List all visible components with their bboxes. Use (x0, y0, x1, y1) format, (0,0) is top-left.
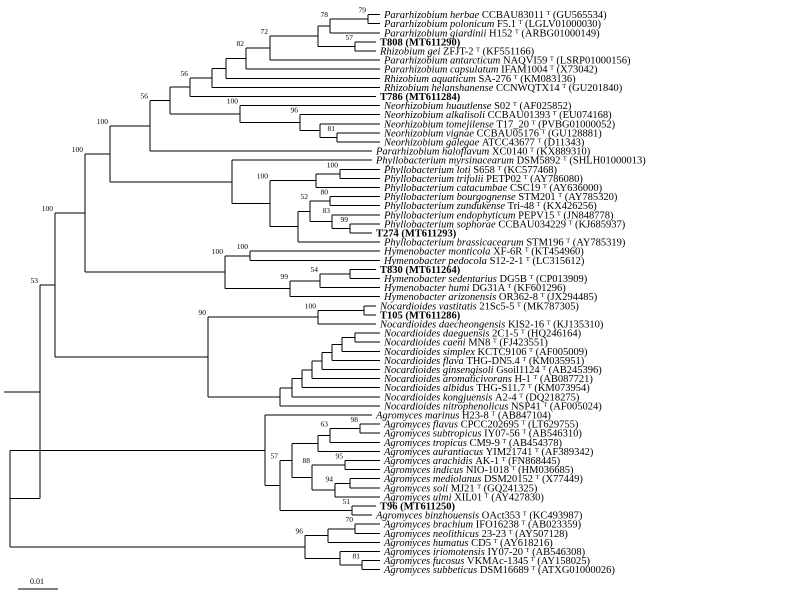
bootstrap-value: 56 (140, 91, 148, 101)
taxon-label: Hymenobacter sedentarius DG5B ᵀ (CP013909) (384, 274, 588, 285)
taxon-label: Hymenobacter arizonensis OR362-8 ᵀ (JX294485) (384, 292, 598, 304)
taxon-label: Nocardioides flava THG-DN5.4 ᵀ (KM035951) (384, 355, 585, 367)
taxon-label: Agromyces ulmi XIL01 ᵀ (AY427830) (384, 492, 544, 504)
taxon-label: Nocardioides kongjuensis A2-4 ᵀ (DQ218275) (384, 392, 580, 404)
bootstrap-value: 80 (320, 187, 328, 197)
bootstrap-value: 81 (327, 123, 335, 133)
bootstrap-value: 52 (300, 192, 308, 202)
bootstrap-value: 100 (236, 242, 248, 252)
taxon-label: Phyllobacterium sophorae CCBAU034229 ᵀ (KJ685937) (384, 219, 626, 231)
bootstrap-value: 99 (280, 271, 288, 281)
tree-branches (4, 15, 380, 570)
taxon-label: Pararhizobium polonicum F5.1 ᵀ (LGLV01000030) (384, 19, 602, 31)
taxon-label: Rhizobium helanshanense CCNWQTX14 ᵀ (GU201840) (384, 82, 623, 94)
taxon-labels (375, 10, 646, 576)
taxon-label: Pararhizobium giardinii H152 ᵀ (ARBG01000149) (384, 28, 600, 40)
taxon-label: Pararhizobium haloflavum XC0140 ᵀ (KX889310) (376, 146, 591, 158)
bootstrap-value: 72 (260, 27, 268, 37)
taxon-label: Agromyces arachidis AK-1 ᵀ (FN868445) (384, 456, 561, 467)
taxon-label: Agromyces humatus CD5 ᵀ (AY618216) (384, 537, 553, 549)
bootstrap-value: 57 (270, 451, 278, 461)
bootstrap-value: 100 (226, 96, 238, 106)
taxon-label: Nocardioides albidus THG-S11.7 ᵀ (KM073954) (384, 383, 590, 395)
taxon-label: Nocardioides nitrophenolicus NSP41 ᵀ (AF005024) (384, 401, 602, 413)
scale-bar (18, 577, 58, 589)
bootstrap-value: 83 (322, 205, 330, 215)
taxon-label: Neorhizobium huautlense S02 ᵀ (AF025852) (384, 101, 572, 113)
taxon-label: Neorhizobium tomejilense T17_20 ᵀ (PVBG01000052) (384, 119, 616, 131)
taxon-label: Agromyces tropicus CM9-9 ᵀ (AB454378) (384, 437, 563, 449)
taxon-label: Phyllobacterium loti S658 ᵀ (KC577468) (384, 164, 557, 176)
taxon-label: T786 (MT611284) (380, 92, 461, 103)
taxon-label: Agromyces subtropicus IY07-56 ᵀ (AB546310) (384, 428, 582, 440)
taxon-label: Agromyces marinus H23-8 ᵀ (AB847104) (376, 410, 551, 422)
taxon-label: Hymenobacter monticola XF-6R ᵀ (KT454960) (384, 246, 584, 258)
bootstrap-value: 54 (310, 264, 318, 274)
taxon-label: Nocardioides ginsengisoli Gsoil1124 ᵀ (AB245396) (384, 365, 602, 376)
taxon-label: Rhizobium aquaticum SA-276 ᵀ (KM083136) (384, 73, 576, 85)
taxon-label: Agromyces soli MJ21 ᵀ (GQ241325) (384, 483, 538, 495)
bootstrap-value: 96 (295, 526, 303, 536)
taxon-label: Agromyces iriomotensis IY07-20 ᵀ (AB546308) (384, 547, 586, 558)
taxon-label: Nocardioides aromaticivorans H-1 ᵀ (AB087721) (384, 374, 593, 386)
taxon-label: Phyllobacterium endophyticum PEPV15 ᵀ (JN848778) (384, 210, 614, 222)
bootstrap-value: 88 (302, 456, 310, 466)
bootstrap-value: 96 (290, 105, 298, 115)
bootstrap-value: 63 (320, 419, 328, 429)
taxon-label: Agromyces neolithicus 23-23 ᵀ (AY507128) (384, 528, 568, 540)
bootstrap-value: 100 (256, 171, 268, 181)
taxon-label: Hymenobacter humi DG31A ᵀ (KF601296) (384, 283, 566, 295)
taxon-label: Nocardioides vastitatis 21Sc5-5 ᵀ (MK787305) (380, 301, 579, 313)
taxon-label: Phyllobacterium catacumbae CSC19 ᵀ (AY636000) (384, 183, 603, 194)
taxon-label: Agromyces indicus NIO-1018 ᵀ (HM036685) (384, 465, 574, 477)
bootstrap-value: 98 (350, 415, 358, 425)
taxon-label: Neorhizobium alkalisoli CCBAU01393 ᵀ (EU074168) (384, 110, 612, 122)
bootstrap-value: 100 (96, 116, 108, 126)
taxon-label: Rhizobium gei ZFJT-2 ᵀ (KF551166) (380, 46, 535, 58)
bootstrap-value: 100 (41, 204, 53, 214)
taxon-label: T96 (MT611250) (380, 501, 455, 513)
bootstrap-value: 51 (342, 497, 350, 506)
taxon-label: Nocardioides caeni MN8 ᵀ (FJ423551) (384, 337, 548, 349)
taxon-label: Neorhizobium galegae ATCC43677 ᵀ (D11343) (384, 137, 585, 149)
bootstrap-value: 79 (358, 5, 366, 15)
taxon-label: Phyllobacterium trifolii PETP02 ᵀ (AY786080) (384, 173, 583, 185)
taxon-label: Agromyces brachium IFO16238 ᵀ (AB023359) (384, 519, 582, 531)
taxon-label: Agromyces subbeticus DSM16689 ᵀ (ATXG01000026) (384, 565, 615, 577)
taxon-label: Agromyces aurantiacus YIM21741 ᵀ (AF389342) (384, 446, 594, 458)
taxon-label: T830 (MT611264) (380, 264, 461, 276)
taxon-label: Phyllobacterium brassicacearum STM196 ᵀ (AY785319) (384, 237, 626, 249)
bootstrap-value: 100 (304, 301, 316, 311)
taxon-label: T105 (MT611286) (380, 310, 461, 322)
bootstrap-value: 70 (345, 515, 353, 525)
bootstrap-value: 56 (180, 68, 188, 78)
bootstrap-value: 100 (71, 144, 83, 154)
bootstrap-value: 99 (340, 214, 348, 224)
taxon-label: Pararhizobium herbae CCBAU83011 ᵀ (GU565534) (384, 10, 607, 22)
bootstrap-value: 53 (30, 276, 38, 286)
bootstrap-value: 100 (326, 160, 338, 170)
scale-bar-label: 0.01 (30, 577, 44, 586)
bootstrap-value: 90 (198, 308, 206, 318)
bootstrap-value: 82 (236, 39, 244, 49)
bootstrap-value: 95 (335, 451, 343, 461)
bootstrap-value: 78 (320, 10, 328, 20)
taxon-label: Agromyces fucosus VKMAc-1345 ᵀ (AY158025) (384, 556, 591, 568)
taxon-label: Pararhizobium capsulatum IFAM1004 ᵀ (X73042) (384, 64, 598, 76)
taxon-label: Nocardioides simplex KCTC9106 ᵀ (AF005009) (384, 346, 588, 358)
taxon-label: Agromyces binzhouensis OAct353 ᵀ (KC493987) (376, 510, 583, 522)
taxon-label: T808 (MT611290) (380, 37, 461, 49)
taxon-label: Nocardioides daecheongensis KIS2-16 ᵀ (KJ135310) (380, 319, 604, 331)
taxon-label: Agromyces mediolanus DSM20152 ᵀ (X77449) (384, 474, 583, 486)
bootstrap-value: 94 (325, 474, 333, 484)
bootstrap-values (31, 6, 367, 561)
taxon-label: Phyllobacterium bourgognense STM201 ᵀ (AY785320) (384, 192, 618, 204)
taxon-label: Phyllobacterium zundukense Tri-48 ᵀ (KX426256) (384, 201, 597, 213)
taxon-label: Pararhizobium antarcticum NAQVI59 ᵀ (LSRP01000156) (384, 55, 631, 67)
bootstrap-value: 81 (352, 551, 360, 561)
taxon-label: Agromyces flavus CPCC202695 ᵀ (LT629755) (384, 419, 579, 431)
taxon-label: T274 (MT611293) (376, 228, 457, 240)
bootstrap-value: 100 (211, 246, 223, 256)
taxon-label: Neorhizobium vignae CCBAU05176 ᵀ (GU128881) (384, 128, 602, 140)
bootstrap-value: 57 (345, 32, 353, 42)
taxon-label: Nocardioides daeguensis 2C1-5 ᵀ (HQ246164) (384, 328, 582, 340)
taxon-label: Hymenobacter pedocola S12-2-1 ᵀ (LC315612) (384, 255, 585, 267)
taxon-label: Phyllobacterium myrsinacearum DSM5892 ᵀ (SHLH01000013) (376, 155, 646, 167)
